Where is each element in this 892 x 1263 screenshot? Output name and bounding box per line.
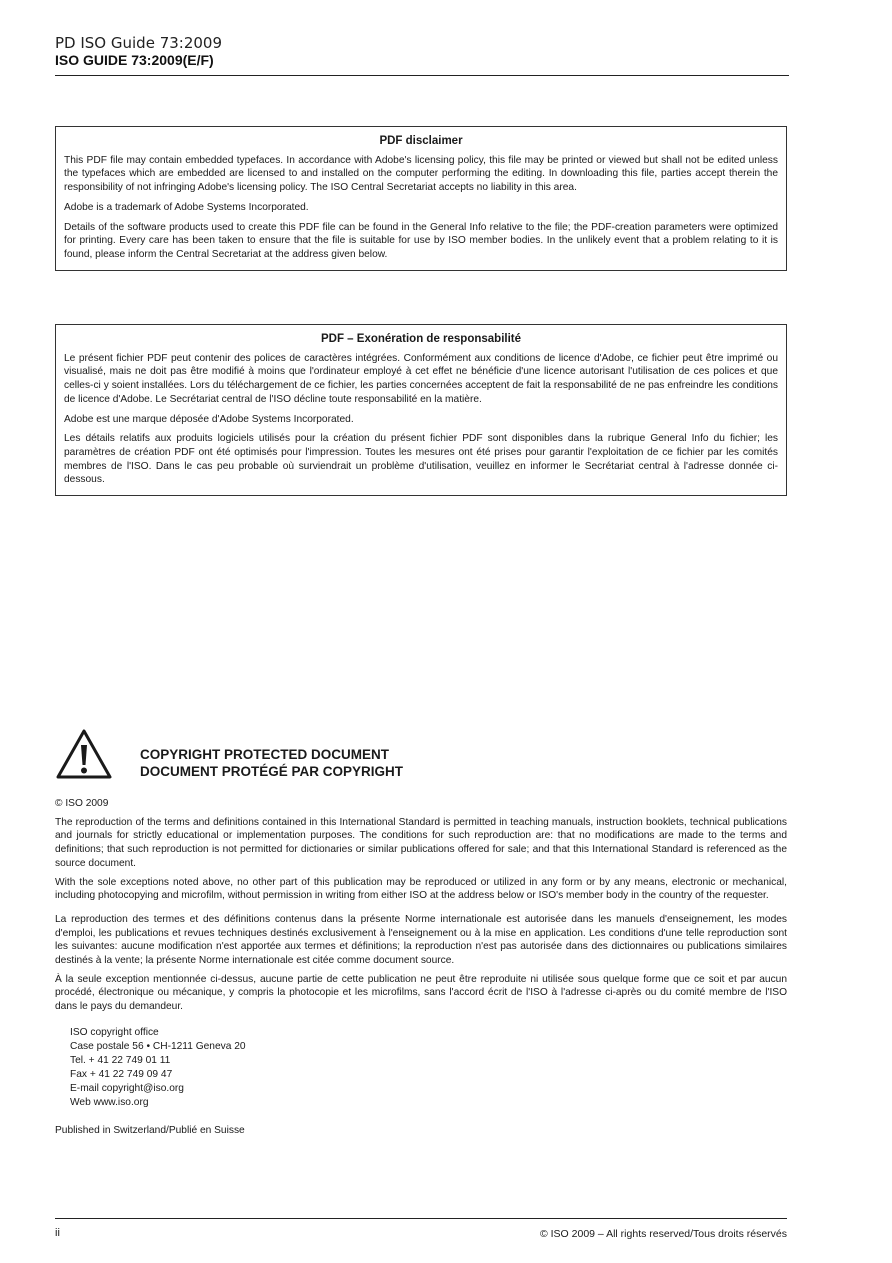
pdf-disclaimer-title: PDF disclaimer xyxy=(379,135,463,147)
page-number: ii xyxy=(55,1227,60,1239)
copyright-section xyxy=(55,797,787,1138)
footer-divider xyxy=(55,1218,787,1219)
pdf-disclaimer-paragraph: Adobe is a trademark of Adobe Systems Incorporated. xyxy=(64,201,309,213)
copyright-paragraph-fr: La reproduction des termes et des définitions contenus dans la présente Norme internationale est autorisée dans les manuels d'enseignement, les modes d'emploi, les publications et revues techniques destinés exclusivement à l'enseignement ou à la mise en application. Les conditions d'une telle reproduction sont les suivantes: aucune modification n'est apportée aux termes et définitions; la reproduction n'est pas autorisée dans des dictionnaires ou publications similaires destinés à la vente; la présente Norme internationale est citée comme document source. xyxy=(55,913,787,967)
pdf-disclaimer-paragraph: Details of the software products used to create this PDF file can be found in the General Info relative to the file; the PDF-creation parameters were optimized for printing. Every care has been taken to ensure that the file is suitable for use by ISO member bodies. In the unlikely event that a problem relating to it is found, please inform the Central Secretariat at the address given below. xyxy=(64,221,778,260)
footer-rights: © ISO 2009 – All rights reserved/Tous droits réservés xyxy=(539,1228,787,1240)
address-postal: Case postale 56 • CH-1211 Geneva 20 xyxy=(70,1040,246,1052)
pdf-disclaimer-fr-paragraph: Le présent fichier PDF peut contenir des polices de caractères intégrées. Conformément aux conditions de licence d'Adobe, ce fichier peut être imprimé ou visualisé, mais ne doit pas être modifié à moins que l'ordinateur employé à cet effet ne bénéficie d'une licence autorisant l'utilisation de ces polices et que celles-ci y soient installées. Lors du téléchargement de ce fichier, les parties concernées acceptent de fait la responsabilité de ne pas enfreindre les conditions de licence d'Adobe. Le Secrétariat central de l'ISO décline toute responsabilité en la matière. xyxy=(64,352,778,405)
pdf-disclaimer-fr-paragraph: Les détails relatifs aux produits logiciels utilisés pour la création du présent fichier PDF sont disponibles dans la rubrique General Info du fichier; les paramètres de création PDF ont été optimisés pour l'impression. Toutes les mesures ont été prises pour garantir l'exploitation de ce fichier par les comités membres de l'ISO. Dans le cas peu probable où surviendrait un problème d'utilisation, veuillez en informer le Secrétariat central à l'adresse donnée ci-dessous. xyxy=(64,433,778,486)
copyright-paragraph: The reproduction of the terms and definitions contained in this International Standard is permitted in teaching manuals, instruction booklets, technical publications and journals for strictly educational or implementation purposes. The conditions for such reproduction are: that no modifications are made to the terms and definitions; that such reproduction is not permitted for dictionaries or similar publications offered for sale; and that this International Standard is referenced as the source document. xyxy=(55,816,787,869)
copyright-paragraph: With the sole exceptions noted above, no other part of this publication may be reproduced or utilized in any form or by any means, electronic or mechanical, including photocopying and microfilm, without permission in writing from either ISO at the address below or ISO's member body in the country of the requester. xyxy=(55,876,787,902)
copyright-paragraph-fr: À la seule exception mentionnée ci-dessus, aucune partie de cette publication ne peut être reproduite ni utilisée sous quelque forme que ce soit et par aucun procédé, électronique ou mécanique, y compris la photocopie et les microfilms, sans l'accord écrit de l'ISO à l'adresse ci-après ou du comité membre de l'ISO dans le pays du demandeur. xyxy=(55,973,787,1013)
copyright-heading-fr: DOCUMENT PROTÉGÉ PAR COPYRIGHT xyxy=(140,764,404,779)
published-note: Published in Switzerland/Publié en Suisse xyxy=(55,1124,245,1136)
pdf-disclaimer-paragraph: This PDF file may contain embedded typefaces. In accordance with Adobe's licensing policy, this file may be printed or viewed but shall not be edited unless the typefaces which are embedded are licensed to and installed on the computer performing the editing. In downloading this file, parties accept therein the responsibility of not infringing Adobe's licensing policy. The ISO Central Secretariat accepts no liability in this area. xyxy=(64,154,778,194)
address-tel: Tel. + 41 22 749 01 11 xyxy=(70,1054,171,1066)
copyright-heading xyxy=(140,746,403,780)
copyright-heading-en: COPYRIGHT PROTECTED DOCUMENT xyxy=(140,747,390,762)
copyright-notice: © ISO 2009 xyxy=(55,798,109,809)
pdf-disclaimer-fr-paragraph: Adobe est une marque déposée d'Adobe Systems Incorporated. xyxy=(64,413,354,425)
iso-address-block xyxy=(70,1026,787,1110)
address-fax: Fax + 41 22 749 09 47 xyxy=(70,1068,173,1080)
warning-triangle-icon xyxy=(55,728,113,780)
pdf-disclaimer-fr-title: PDF – Exonération de responsabilité xyxy=(320,333,522,345)
header-divider xyxy=(55,75,789,76)
pdf-disclaimer-box xyxy=(55,126,787,271)
header-guide-id: ISO GUIDE 73:2009(E/F) xyxy=(55,52,214,68)
address-web: Web www.iso.org xyxy=(70,1096,149,1108)
header-standard-id: PD ISO Guide 73:2009 xyxy=(55,34,223,52)
address-email: E-mail copyright@iso.org xyxy=(70,1082,184,1094)
pdf-disclaimer-fr-box xyxy=(55,324,787,496)
address-office: ISO copyright office xyxy=(70,1026,159,1038)
